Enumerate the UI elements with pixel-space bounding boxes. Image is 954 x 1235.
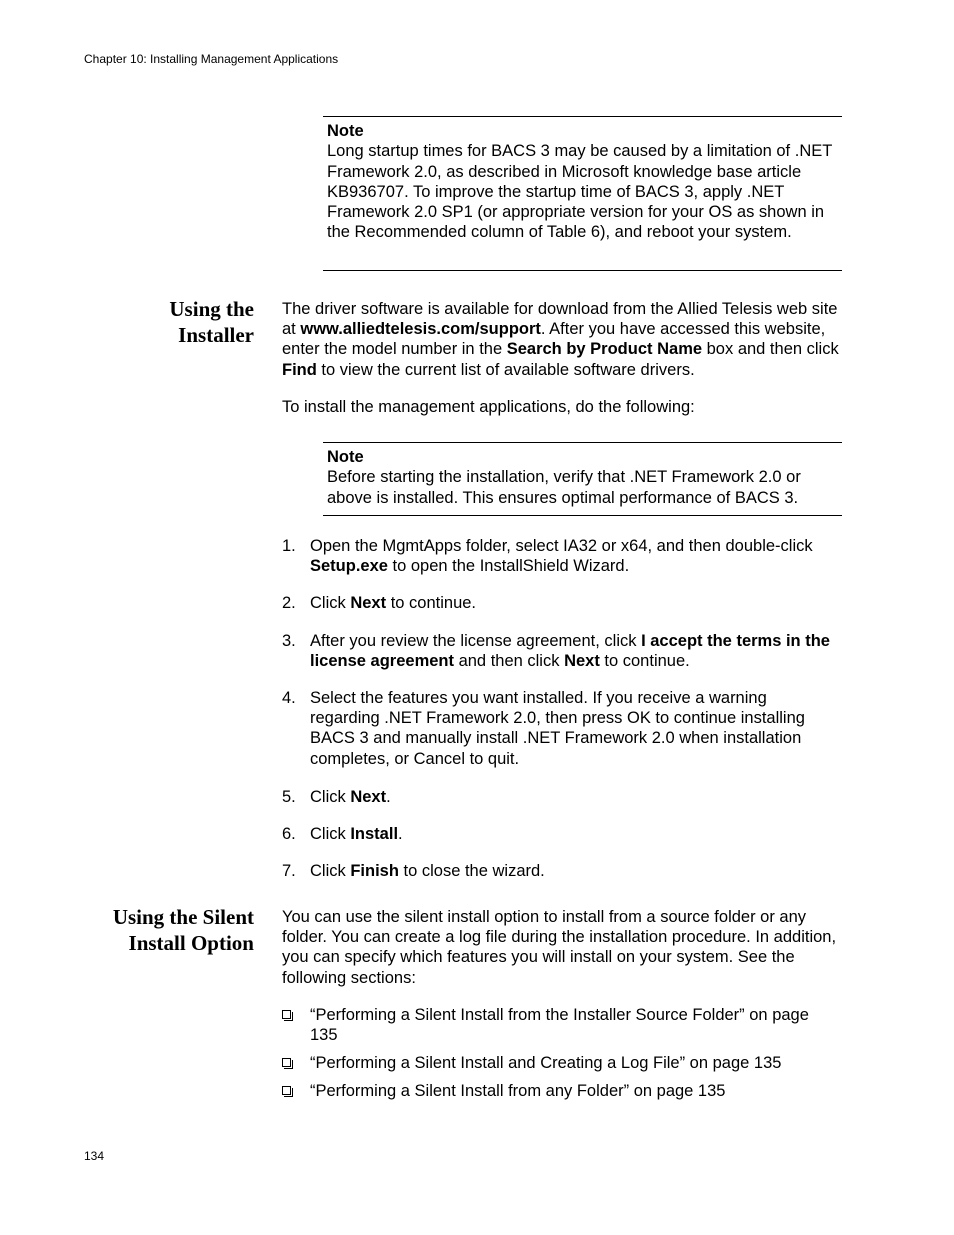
step-text <box>310 536 840 576</box>
running-head: Chapter 10: Installing Management Applications <box>84 52 339 66</box>
search-field-name: Search by Product Name <box>506 340 703 359</box>
installer-paragraph <box>282 299 842 380</box>
text-run: and then click <box>454 652 565 671</box>
note-title: Note <box>327 122 364 140</box>
page-number: 134 <box>84 1149 105 1163</box>
text-run: . <box>386 788 391 806</box>
note-box-prerequisite <box>323 442 842 516</box>
text-run: to view the current list of available software drivers. <box>316 360 695 379</box>
text-run: to continue. <box>599 652 690 671</box>
text-run: Click <box>310 825 351 843</box>
text-bold: Setup.exe <box>310 557 388 576</box>
cross-reference-link[interactable]: “Performing a Silent Install and Creating a Log File” on page 135 <box>310 1054 782 1072</box>
checkbox-bullet-icon <box>282 1058 291 1067</box>
text-run: Open the MgmtApps folder, select IA32 or x64, and then double-click <box>310 537 813 555</box>
list-item <box>282 1005 812 1047</box>
text-bold: I accept the terms in the license agreement <box>310 632 830 671</box>
heading-line: Using the <box>169 297 254 321</box>
step-text <box>310 593 840 613</box>
step-item <box>282 861 842 883</box>
step-number: 6. <box>282 825 296 843</box>
text-run: to close the wizard. <box>398 862 545 880</box>
text-bold: Finish <box>350 862 399 880</box>
text-bold: Install <box>350 825 399 843</box>
text-bold: Next <box>350 594 387 612</box>
step-number: 1. <box>282 537 296 555</box>
list-item <box>282 1053 812 1075</box>
note-text: Before starting the installation, verify that .NET Framework 2.0 or above is installed. This ensures optimal performance of BACS 3. <box>327 468 801 507</box>
support-url: www.alliedtelesis.com/support <box>300 320 541 339</box>
section-heading-silent-install <box>60 904 254 956</box>
note-text: Long startup times for BACS 3 may be caused by a limitation of .NET Framework 2.0, as described in Microsoft knowledge base article KB936707. To improve the startup time of BACS 3, apply .NET Framework 2.0 SP1 (or appropriate version for your OS as shown in the Recommended column of Table 6), and reboot your system. <box>327 142 833 242</box>
step-item <box>282 824 842 846</box>
section-heading-using-installer <box>60 296 254 348</box>
step-text <box>310 861 840 881</box>
step-number: 5. <box>282 788 296 806</box>
cross-reference-link[interactable]: “Performing a Silent Install from any Folder” on page 135 <box>310 1082 726 1100</box>
text-run: . After you have accessed this website, enter the model number in the <box>282 320 826 359</box>
step-number: 2. <box>282 594 296 612</box>
heading-line: Install Option <box>128 931 254 955</box>
heading-line: Using the Silent <box>112 905 254 929</box>
note-box-startup <box>323 116 842 271</box>
step-item <box>282 593 842 615</box>
heading-line: Installer <box>178 323 254 347</box>
checkbox-bullet-icon <box>282 1010 291 1019</box>
step-item <box>282 536 842 578</box>
step-number: 4. <box>282 689 296 707</box>
text-bold: Next <box>350 788 387 806</box>
text-run: Click <box>310 788 351 806</box>
text-run: Click <box>310 862 351 880</box>
text-run: to open the InstallShield Wizard. <box>387 557 630 576</box>
text-run: . <box>398 825 403 843</box>
step-text <box>310 824 840 844</box>
text-run: box and then click <box>702 340 839 359</box>
step-text <box>310 631 840 671</box>
step-item <box>282 787 842 809</box>
note-title: Note <box>327 448 364 466</box>
text-run: After you review the license agreement, click <box>310 632 642 650</box>
step-text <box>310 787 840 807</box>
step-number: 7. <box>282 862 296 880</box>
text-run: The driver software is available for download from the Allied Telesis web site at <box>282 300 838 339</box>
text-bold: Next <box>564 652 600 671</box>
silent-install-paragraph: You can use the silent install option to install from a source folder or any folder. You can create a log file during the installation procedure. In addition, you can specify which features you will install on your system. See the following sections: <box>282 908 837 987</box>
cross-reference-link[interactable]: “Performing a Silent Install from the Installer Source Folder” on page 135 <box>310 1006 809 1045</box>
text-run: to continue. <box>386 594 477 612</box>
find-button-name: Find <box>282 360 317 379</box>
install-intro-paragraph: To install the management applications, do the following: <box>282 398 695 416</box>
step-item <box>282 688 842 770</box>
text-run: Click <box>310 594 351 612</box>
checkbox-bullet-icon <box>282 1086 291 1095</box>
step-item <box>282 631 842 673</box>
list-item <box>282 1081 812 1103</box>
step-text: Select the features you want installed. If you receive a warning regarding .NET Framework 2.0, then press OK to continue installing BACS 3 and manually install .NET Framework 2.0 when installation completes, or Cancel to quit. <box>310 689 805 768</box>
step-number: 3. <box>282 632 296 650</box>
